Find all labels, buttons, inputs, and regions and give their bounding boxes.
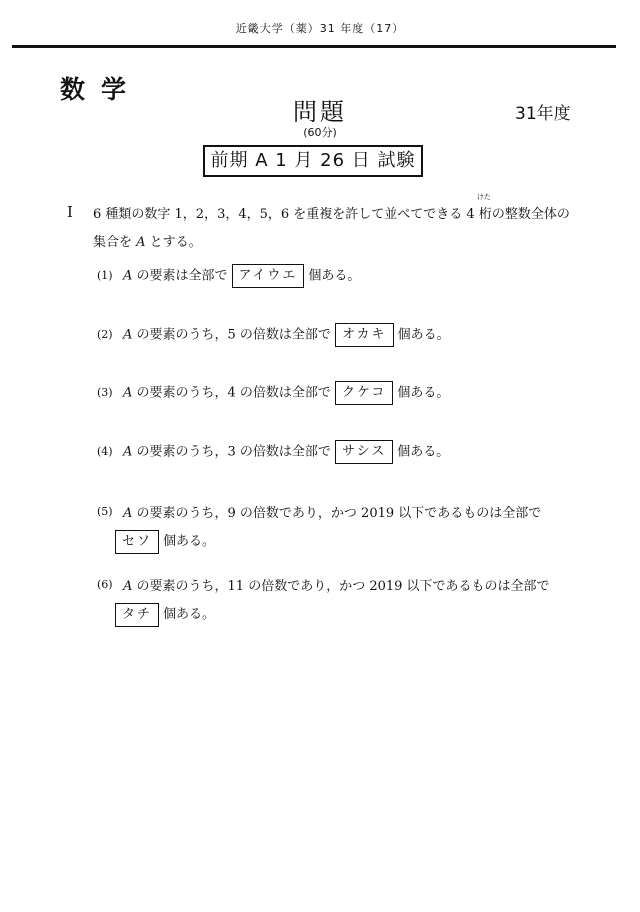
problems-heading: 問題 [293, 98, 347, 126]
intro-text: 集合を [93, 235, 137, 250]
subquestion-body: の要素のうち，5 の倍数は全部で [132, 327, 331, 343]
set-variable: A [123, 506, 133, 521]
subquestion-body: の要素のうち，9 の倍数であり，かつ 2019 以下であるものは全部で [132, 506, 542, 521]
subquestion-text [123, 323, 450, 348]
intro-text: とする。 [145, 235, 202, 250]
intro-text: 6 種類の数字 1，2，3，4，5，6 を重複を許して並べてできる 4 [93, 207, 479, 222]
subquestion-body: の要素のうち，3 の倍数は全部で [132, 444, 331, 460]
subquestion-text [123, 573, 593, 629]
header-rule [12, 45, 616, 48]
answer-box: クケコ [335, 381, 393, 405]
exam-duration: (60分) [303, 126, 337, 139]
subquestion-number: (2) [97, 328, 113, 341]
intro-line-1 [93, 193, 593, 229]
set-variable: A [123, 268, 133, 284]
question-intro [93, 193, 593, 257]
answer-box: アイウエ [232, 264, 305, 288]
subquestion-text [123, 500, 593, 556]
intro-line-2 [93, 229, 593, 257]
subquestion-number: (4) [97, 445, 113, 458]
subject-title: 数学 [60, 75, 143, 104]
answer-box: セソ [115, 530, 159, 554]
set-variable: A [123, 444, 133, 460]
kanji-with-ruby [476, 193, 492, 229]
subquestion-number: (1) [97, 269, 113, 282]
subquestion-tail: 個ある。 [397, 444, 450, 460]
intro-text: の整数全体の [491, 207, 570, 222]
subquestion-tail: 個ある。 [308, 268, 361, 284]
subquestion-text [123, 381, 449, 406]
set-variable: A [136, 235, 146, 250]
set-variable: A [123, 579, 133, 594]
subquestion-body: の要素のうち，11 の倍数であり，かつ 2019 以下であるものは全部で [132, 579, 550, 594]
subquestion-body: の要素は全部で [132, 268, 228, 284]
subquestion-text [123, 440, 449, 465]
set-variable: A [123, 385, 133, 401]
subquestion-number: (6) [97, 578, 113, 591]
answer-box: オカキ [335, 323, 394, 347]
subquestion-tail: 個ある。 [397, 385, 450, 401]
kanji: 桁 [478, 207, 492, 222]
subquestion-body: の要素のうち，4 の倍数は全部で [132, 385, 331, 401]
ruby-reading: けた [476, 193, 491, 201]
answer-box: サシス [335, 440, 393, 464]
answer-box: タチ [115, 603, 159, 627]
subquestion-tail: 個ある。 [163, 534, 216, 549]
subquestion-text [123, 264, 360, 289]
page-header: 近畿大学（薬）31 年度（17） [235, 22, 405, 35]
subquestion-number: (3) [97, 386, 113, 399]
subquestion-tail: 個ある。 [163, 607, 216, 622]
question-number: I [67, 203, 73, 221]
exam-session-box: 前期 A 1 月 26 日 試験 [203, 145, 423, 177]
exam-year: 31年度 [515, 104, 571, 124]
subquestion-tail: 個ある。 [397, 327, 450, 343]
set-variable: A [123, 327, 133, 343]
subquestion-number: (5) [97, 505, 113, 518]
